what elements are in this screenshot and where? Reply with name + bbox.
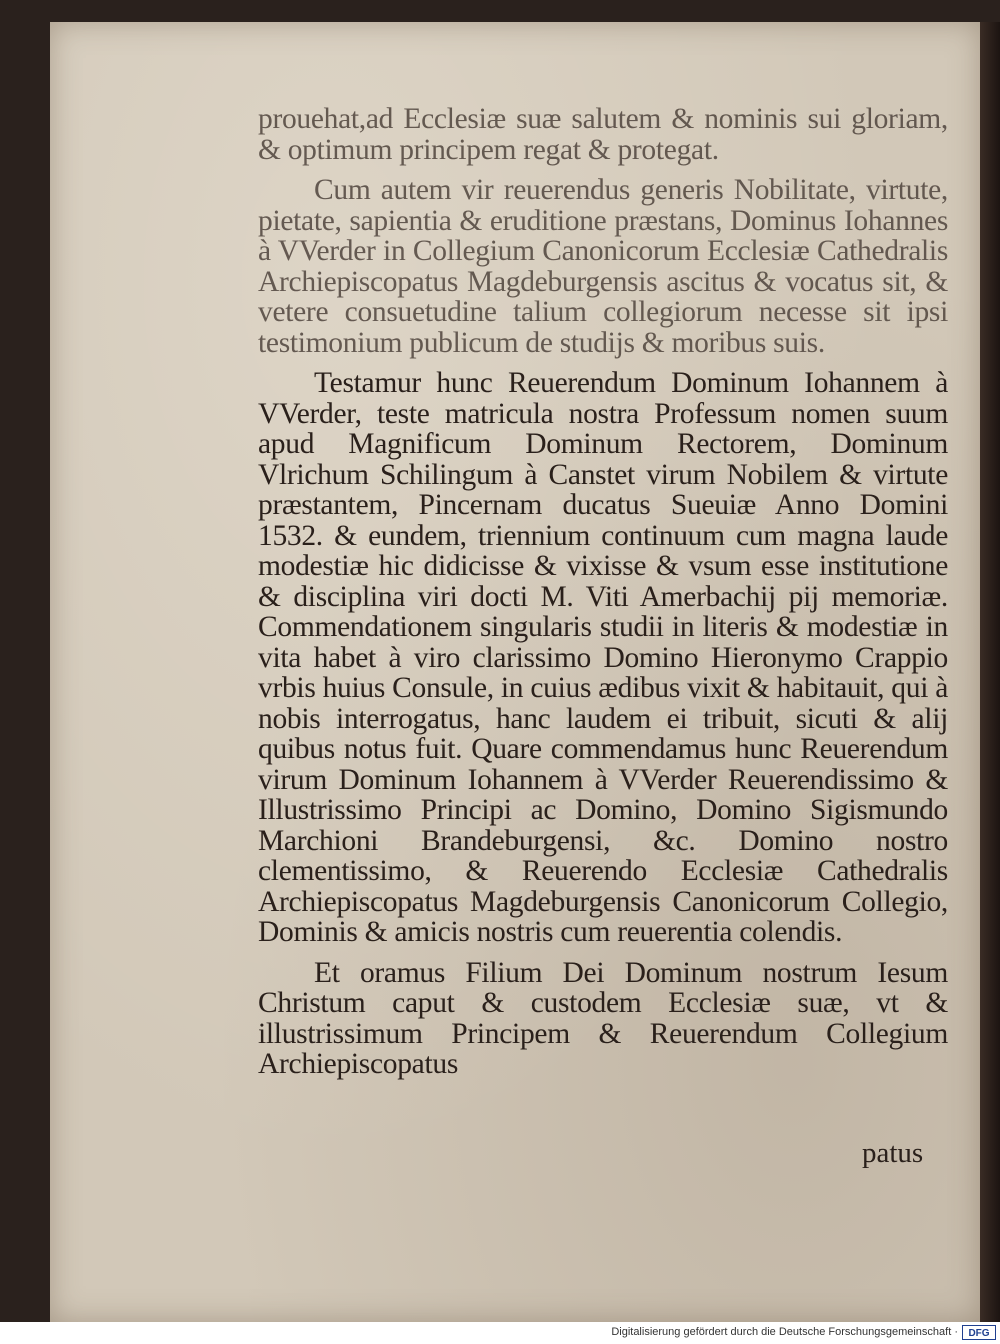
book-spine — [980, 22, 1000, 1322]
paragraph-3: Testamur hunc Reuerendum Dominum Iohannem à VVerder, teste matricula nostra Professum nomen suum apud Magnificum Dominum Rectorem, Dominum Vlrichum Schilingum à Canstet virum Nobilem & virtute præstantem, Pincernam ducatus Sueuiæ Anno Domini 1532. & eundem, triennium continuum cum magna laude modestiæ hic didicisse & vixisse & vsum esse institutione & disciplina viri docti M. Viti Amerbachij pij memoriæ. Commendationem singularis studii in literis & modestiæ in vita habet à viro clarissimo Domino Hieronymo Crappio vrbis huius Consule, in cuius ædibus vixit & habitauit, qui à nobis interrogatus, hanc laudem ei tribuit, sicuti & alij quibus notus fuit. Quare commendamus hunc Reuerendum virum Dominum Iohannem à VVerder Reuerendissimo & Illustrissimo Principi ac Domino, Domino Sigismundo Marchioni Brandeburgensi, &c. Domino nostro clementissimo, & Reuerendo Ecclesiæ Cathedralis Archiepiscopatus Magdeburgensis Canonicorum Collegio, Dominis & amicis nostris cum reuerentia colendis. — [258, 367, 948, 948]
paragraph-2: Cum autem vir reuerendus generis Nobilitate, virtute, pietate, sapientia & eruditione præstans, Dominus Iohannes à VVerder in Collegium Canonicorum Ecclesiæ Cathedralis Archiepiscopatus Magdeburgensis ascitus & vocatus sit, & vetere consuetudine talium collegiorum necesse sit ipsi testimonium publicum de studijs & moribus suis. — [258, 174, 948, 359]
paragraph-1: prouehat,ad Ecclesiæ suæ salutem & nominis sui gloriam, & optimum principem regat & protegat. — [258, 103, 948, 166]
body-text — [258, 104, 948, 1090]
paragraph-4: Et oramus Filium Dei Dominum nostrum Iesum Christum caput & custodem Ecclesiæ suæ, vt & illustrissimum Principem & Reuerendum Collegium Archiepiscopatus — [258, 956, 948, 1080]
dfg-logo-icon: DFG — [962, 1325, 996, 1340]
catchword: patus — [862, 1137, 924, 1169]
funding-credit: Digitalisierung gefördert durch die Deutsche Forschungsgemeinschaft · — [611, 1326, 958, 1338]
footer-bar — [0, 1322, 1000, 1344]
